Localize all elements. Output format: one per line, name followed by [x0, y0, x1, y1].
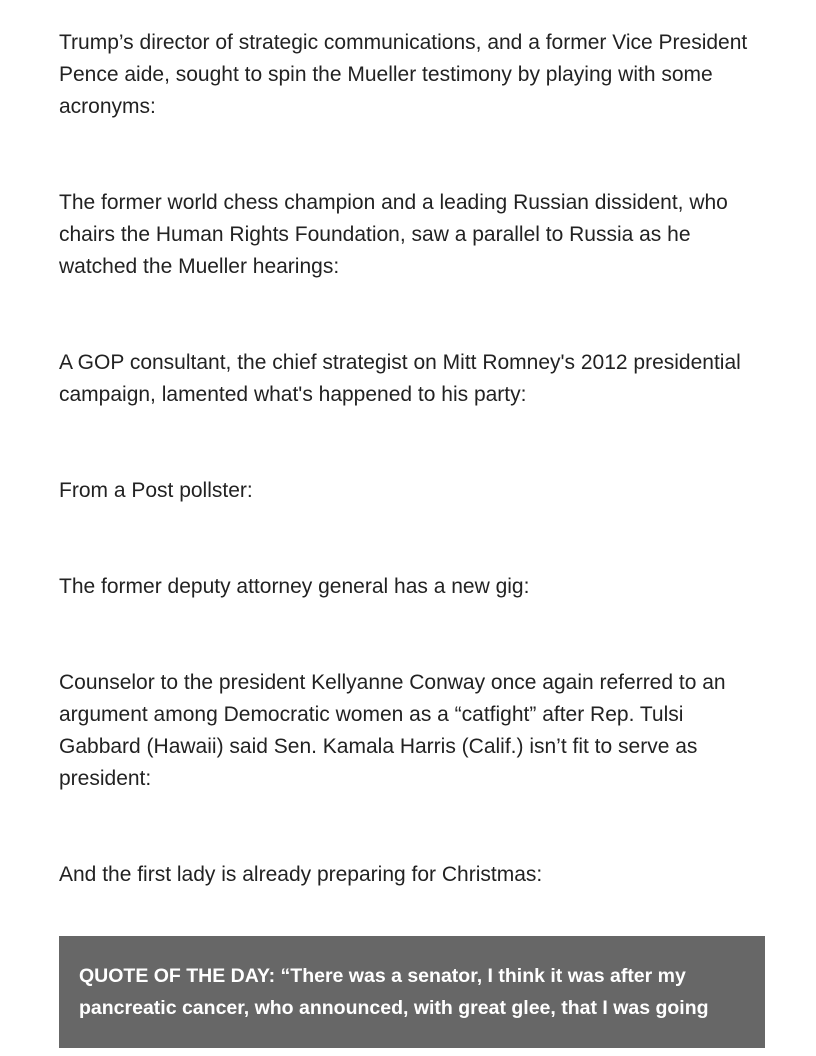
paragraph-post-pollster: From a Post pollster: [59, 479, 253, 502]
quote-of-the-day [79, 960, 745, 1024]
paragraph-gop-consultant: A GOP consultant, the chief strategist on Mitt Romney's 2012 presidential campaign, lamented what's happened to his party: [59, 351, 741, 406]
paragraph-kellyanne-conway: Counselor to the president Kellyanne Conway once again referred to an argument among Democratic women as a “catfight” after Rep. Tulsi Gabbard (Hawaii) said Sen. Kamala Harris (Calif.) isn’t fit to serve as president: [59, 671, 726, 790]
quote-label: QUOTE OF THE DAY: [79, 965, 276, 987]
paragraph-deputy-attorney-general: The former deputy attorney general has a new gig: [59, 575, 530, 598]
paragraph-strategic-communications: Trump’s director of strategic communications, and a former Vice President Pence aide, sought to spin the Mueller testimony by playing with some acronyms: [59, 31, 748, 118]
paragraph-first-lady: And the first lady is already preparing for Christmas: [59, 863, 543, 886]
paragraph-chess-champion: The former world chess champion and a leading Russian dissident, who chairs the Human Rights Foundation, saw a parallel to Russia as he watched the Mueller hearings: [59, 191, 728, 278]
quote-text: “There was a senator, I think it was after my pancreatic cancer, who announced, with great glee, that I was going [79, 965, 709, 1019]
quote-of-the-day-box [59, 936, 765, 1048]
